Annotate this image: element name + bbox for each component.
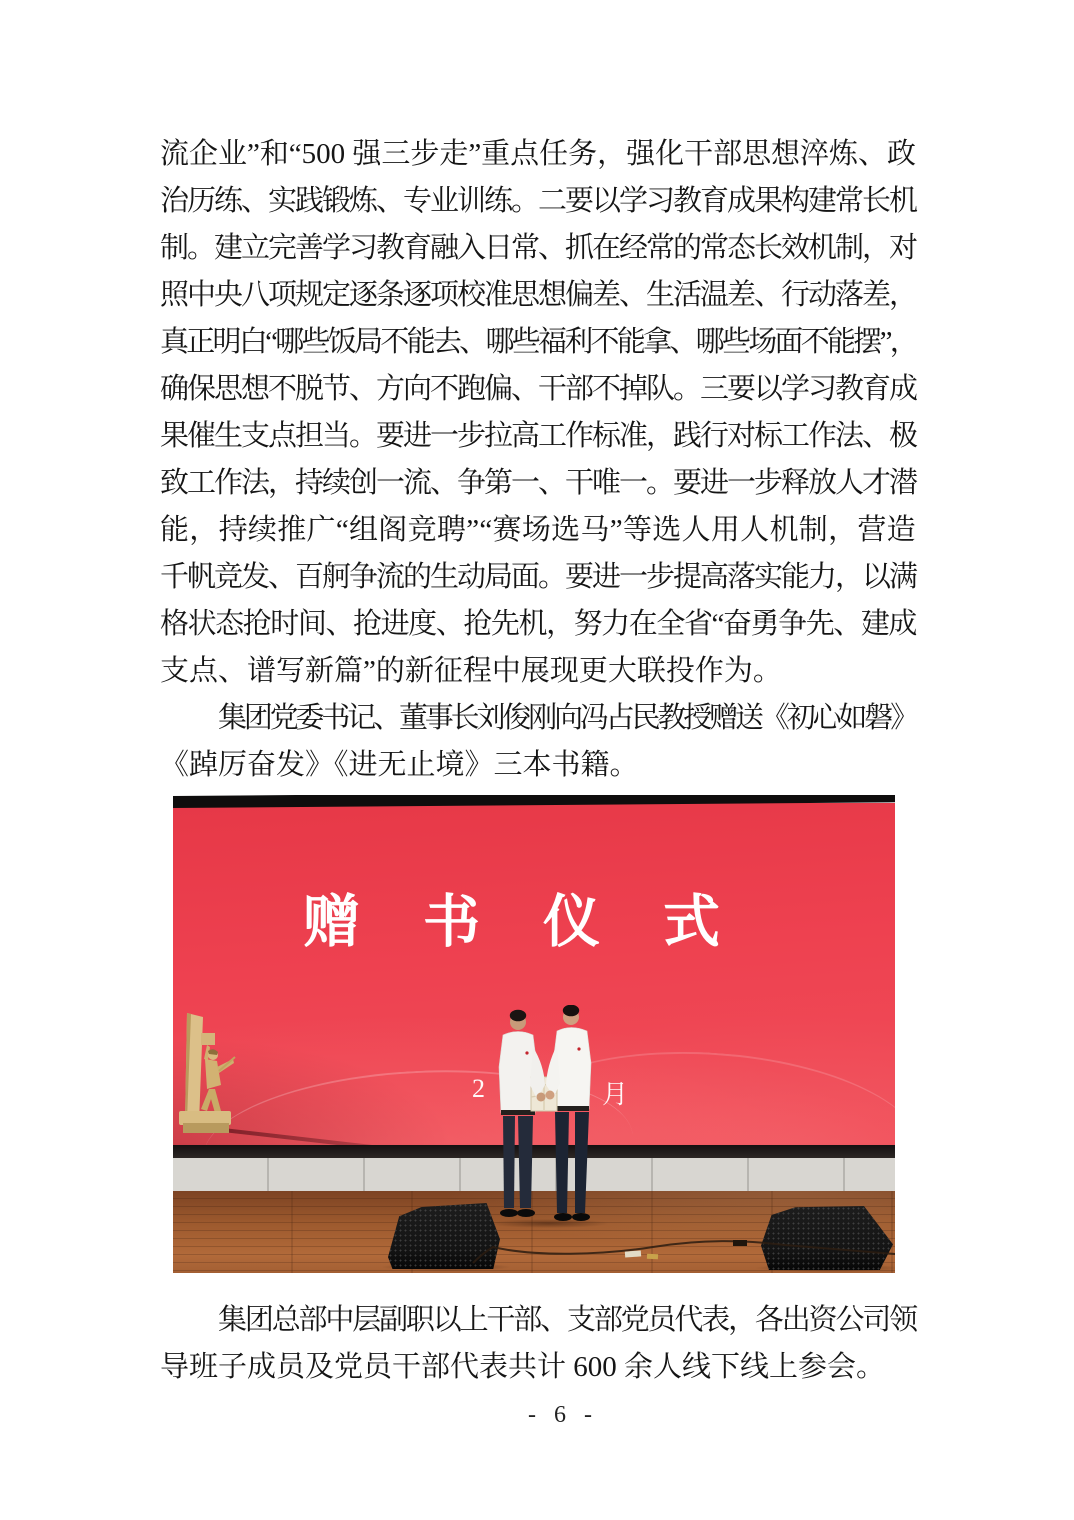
ceremony-photo [173,795,895,1273]
text-line: 千帆竞发、百舸争流的生动局面。要进一步提高落实能力，以满 [160,561,916,593]
document-body-top [160,131,916,789]
text-line: 确保思想不脱节、方向不跑偏、干部不掉队。三要以学习教育成 [160,373,916,405]
text-line: 集团党委书记、董事长刘俊刚向冯占民教授赠送《初心如磐》 [218,702,916,734]
text-line: 治历练、实践锻炼、专业训练。二要以学习教育成果构建常长机 [160,185,916,217]
document-body-bottom [160,1297,916,1391]
text-line: 格状态抢时间、抢进度、抢先机，努力在全省“奋勇争先、建成 [160,608,916,640]
text-line: 真正明白“哪些饭局不能去、哪些福利不能拿、哪些场面不能摆”， [160,326,916,358]
screen-title-text: 赠书仪式 [303,891,783,954]
text-line: 集团总部中层副职以上干部、支部党员代表，各出资公司领 [218,1304,916,1336]
text-line: 致工作法，持续创一流、争第一、干唯一。要进一步释放人才潜 [160,467,916,499]
text-line: 流企业”和“500 强三步走”重点任务，强化干部思想淬炼、政 [160,138,916,170]
date-fragment: 2 [472,1074,485,1103]
text-line: 支点、谱写新篇”的新征程中展现更大联投作为。 [160,655,782,687]
text-line: 照中央八项规定逐条逐项校准思想偏差、生活温差、行动落差， [160,279,916,311]
text-line: 果催生支点担当。要进一步拉高工作标准，践行对标工作法、极 [160,420,916,452]
text-line: 能，持续推广“组阁竞聘”“赛场选马”等选人用人机制，营造 [160,514,916,546]
text-line: 制。建立完善学习教育融入日常、抓在经常的常态长效机制，对 [160,232,916,264]
page-number: - 6 - [528,1402,598,1428]
text-line: 《踔厉奋发》《进无止境》三本书籍。 [160,749,639,781]
date-fragment: 月 [602,1080,629,1109]
text-line: 导班子成员及党员干部代表共计 600 余人线下线上参会。 [160,1351,886,1383]
audio-cable [173,795,895,1273]
